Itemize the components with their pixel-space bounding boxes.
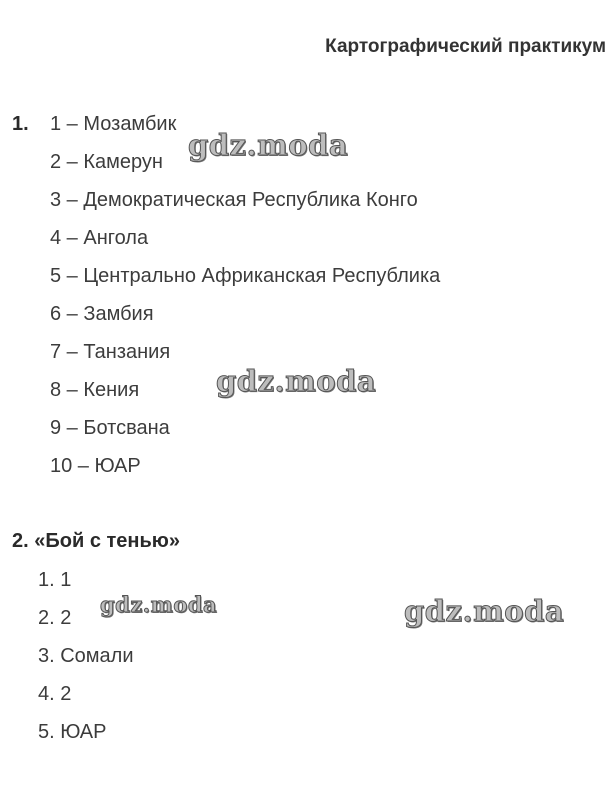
list-item: 9 – Ботсвана: [50, 417, 170, 439]
list-item: 2. 2: [38, 607, 72, 629]
list-item: 1. 1: [38, 569, 72, 591]
watermark: gdz.moda: [404, 594, 565, 628]
watermark: gdz.moda: [100, 592, 218, 617]
section2-heading: «Бой с тенью»: [34, 530, 180, 552]
list-item: 4 – Ангола: [50, 227, 149, 249]
page-title: Картографический практикум: [325, 36, 606, 57]
list-item: 2 – Камерун: [50, 151, 163, 173]
section2-number: 2.: [12, 530, 29, 552]
list-item: 5 – Центрально Африканская Республика: [50, 265, 441, 287]
list-item: 3. Сомали: [38, 645, 134, 667]
list-item: 8 – Кения: [50, 379, 140, 401]
list-item: 4. 2: [38, 683, 72, 705]
list-item: 5. ЮАР: [38, 721, 107, 743]
list-item: 1 – Мозамбик: [50, 113, 177, 135]
list-item: 3 – Демократическая Республика Конго: [50, 189, 418, 211]
list-item: 6 – Замбия: [50, 303, 154, 325]
section1-number: 1.: [12, 113, 29, 135]
list-item: 7 – Танзания: [50, 341, 171, 363]
watermark: gdz.moda: [216, 364, 377, 398]
list-item: 10 – ЮАР: [50, 455, 141, 477]
watermark: gdz.moda: [188, 128, 349, 162]
section2-header: [12, 530, 180, 553]
